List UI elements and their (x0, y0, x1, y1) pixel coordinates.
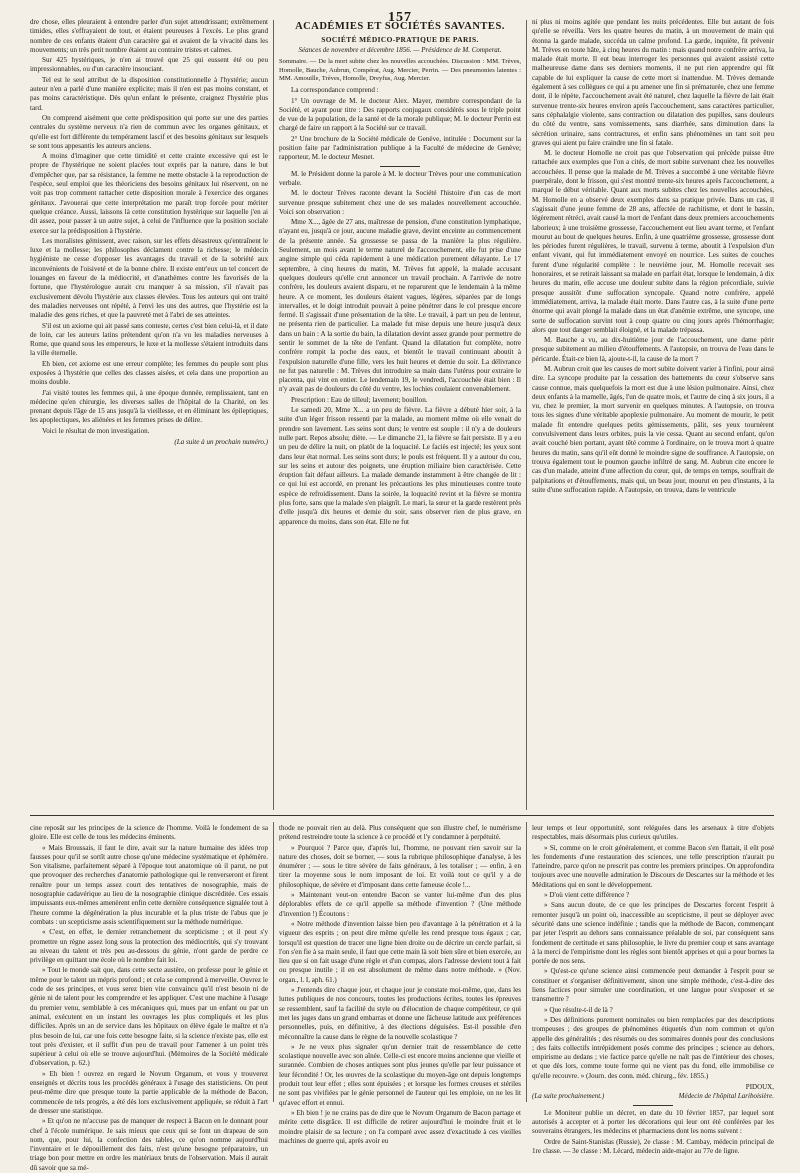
column-divider (273, 20, 274, 810)
signature-line (532, 1092, 774, 1101)
paragraph: cine reposât sur les principes de la science de l'homme. Voilà le fondement de sa gloire. Elle est celle de tous les médecins éminents. (30, 824, 268, 842)
paragraph: A moins d'imaginer que cette timidité et cette crainte excessive qui est le propre de l'hystérique ne soient placées tout exprès par la nature, dans le but d'empêcher que, par sa résistance, la femme ne mette obstacle à la reproduction de l'espèce, seul emploi que les théoriciens des besoins génitaux lui réservent, on ne voit pas trop comment rattacher cette disposition morale à l'exercice des organes génitaux. J'avouerai que cette interprétation me paraît trop forcée pour mériter quelque créance. Aussi, laissons là cette constitution hystérique sur laquelle j'en ai dit assez, pour passer à un autre sujet, à celui de l'influence que la position sociale exerce sur la prédisposition à l'hystérie. (30, 152, 268, 235)
paragraph: Tel est le seul attribut de la disposition constitutionnelle à l'hystérie; aucun auteur n'en a parlé d'une manière explicite; mais il n'en est pas moins constant, et pas moins caractéristique. Dès qu'un enfant le présente, craignez l'hystérie plus tard. (30, 75, 268, 112)
continued-note: (La suite prochainement.) (532, 1092, 605, 1101)
paragraph: » Pourquoi ? Parce que, d'après lui, l'homme, ne pouvant rien savoir sur la nature des choses, doit se borner, — sous la rubrique philosophique d'analyse, à les énumérer ; — sous le titre sévère de faits généraux, à les totaliser ; — enfin, à en tirer la moyenne sous le nom imposant de loi. Et voilà tout ce qu'il y a de philosophique, de sévère et d'imposant dans cette fameuse école !... (279, 843, 521, 889)
separator (633, 1105, 673, 1106)
column-bottom-left (30, 824, 268, 1172)
paragraph: « Mais Broussais, il faut le dire, avait sur la nature humaine des idées trop fausses pour qu'il se sortît autre chose qu'une médecine systématique et éphémère. Son vitalisme, parfaitement séparé à l'époque tout anatomique où il parut, ne put que provoquer des recherches d'anatomie pathologique qui le renverseront et firent renaître pour un temps assez court des tentatives de nosographie, mais de nosographie cadavérique au lieu de la nosographie clinique discréditée. Ces essais impuissants eux-mêmes amenèrent enfin cette dernière conséquence signalée tout à l'heure comme la dégénération la plus incurable et la plus triste de l'abus que je combats : un scepticisme assis scientifiquement sur la méthode numérique. (30, 843, 268, 926)
paragraph: Eh bien, cet axiome est une erreur complète; les femmes du peuple sont plus exposées à l'hystérie que celles des classes aisées, et cela dans une proportion au moins double. (30, 359, 268, 387)
society-title: SOCIÉTÉ MÉDICO-PRATIQUE DE PARIS. (321, 35, 479, 45)
column-divider (273, 822, 274, 1102)
paragraph: » J'entends dire chaque jour, et chaque jour je constate moi-même, que, dans les luttes publiques de nos concours, toutes les productions écrites, toutes les épreuves se ressemblent, sauf la facilité du style ou d'élocution de chaque compétiteur, ce qui met les juges dans un grand embarras et donne une fâcheuse latitude aux préférences personnelles, puis, en définitive, à des élections déguisées. Est-il possible d'en méconnaître la cause dans le règne de la nouvelle scolastique ? (279, 986, 521, 1041)
paragraph: » Eh bien ! je ne crains pas de dire que le Novum Organum de Bacon partage et mérite cette disgrâce. Il est difficile de retirer aujourd'hui le moindre fruit et le moindre plaisir de sa lecture ; on l'a comparé avec assez d'exactitude à ces vieilles machines de guerre qui, après avoir eu (279, 1108, 521, 1145)
paragraph: » Et qu'on ne m'accuse pas de manquer de respect à Bacon en le donnant pour chef à l'école numérique. Je sais mieux que ceux qui se font un drapeau de son nom, que, pour lui, la confection des tables, ce qu'on nomme aujourd'hui l'inventaire et le dépouillement des faits, n'est qu'une besogne préparatoire, un triage bon pour mettre en ordre les matériaux bruts de l'observation. Mais il aurait dû savoir que sa mé- (30, 1117, 268, 1172)
column-bottom-middle (279, 824, 521, 1145)
column-top-middle (279, 18, 521, 810)
paragraph: Voici le résultat de mon investigation. (42, 426, 150, 435)
paragraph: M. Aubrun croit que les causes de mort subite doivent varier à l'infini, pour ainsi dire. La syncope produite par la cessation des battements du cœur s'observe sans cause connue, mais quelquefois la mort est due à une lésion pulmonaire. Ainsi, chez deux enfants à la mamelle, âgés, l'un de quatre mois, et l'autre de cinq à six jours, il a vu, chez le premier, la mort survenir en quelques minutes. A l'autopsie, on trouva tous les signes d'une véritable apoplexie pulmonaire. Au moment de mourir, le petit malade fit entendre quelques petits gémissements, pâlit, ses yeux tournèrent convulsivement dans leurs orbites, puis la vie cessa. Quant au second enfant, qu'on avait couché bien portant, ayant têté comme à l'ordinaire, on le trouva mort à quatre heures du matin, sans qu'il eût donné le moindre signe de souffrance. A l'autopsie, on trouva également tout le poumon gauche infiltré de sang. M. Aubrun cite encore le cas d'un malade, atteint d'une affection du cœur, qui, de temps en temps, souffrait de palpitations et d'étouffements, mais qui, un beau jour, mourut en peu d'instants, à la suite d'une suffocation rapide. A l'autopsie, on trouva, dans le ventricule (532, 364, 774, 494)
paragraph: M. Bauche a vu, au dix-huitième jour de l'accouchement, une dame périr presque subitement au milieu d'étouffements. A l'autopsie, on trouva de l'eau dans le péricarde. Était-ce bien là, ajoute-t-il, la cause de la mort ? (532, 336, 774, 363)
paragraph: 2° Une brochure de la Société médicale de Genève, intitulée : Document sur la position faite par l'administration publique à la Faculté de médecine de Genève; rapporteur, M. le docteur Mesnet. (279, 134, 521, 162)
paragraph: Le Moniteur publie un décret, en date du 10 février 1857, par lequel sont autorisés à accepter et à porter les décorations qui leur ont été conférées par les souverains étrangers, les médecins et pharmaciens dont les noms suivent : (532, 1108, 774, 1136)
signature-title: Médecin de l'hôpital Lariboisière. (678, 1092, 774, 1101)
paragraph: » Je ne veux plus signaler qu'un dernier trait de ressemblance de cette scolastique nouvelle avec son aînée. Celle-ci est encore moins ancienne que vieille et surannée. Combien de choses antiques sont plus jeunes qu'elle par leur puissance et leur fécondité ! Or, les œuvres de la scolastique du moyen-âge ont depuis longtemps produit tout leur effet ; elles sont épuisées ; et lorsque les formes creuses et stériles ne sont pas vivifiées par le génie personnel de l'auteur qui les emploie, on ne les lit qu'avec effort et ennui. (279, 1042, 521, 1107)
paragraph: S'il est un axiome qui ait passé sans conteste, certes c'est bien celui-là, et il date de loin, car les auteurs latins prétendent qu'on n'a vu les maladies nerveuses à Rome, que quand sous les empereurs, le luxe et la mollesse s'étaient introduits dans la ville éternelle. (30, 321, 268, 358)
column-top-right (532, 18, 774, 810)
column-top-left (30, 18, 268, 810)
paragraph: On comprend aisément que cette prédisposition qui porte sur une des parties centrales du système nerveux n'a rien de commun avec les organes génitaux, et qu'elle est fort différente du tempérament lascif et des besoins génitaux sur lesquels se sont tous appesantis les auteurs anciens. (30, 113, 268, 150)
paragraph: ni plus ni moins agitée que pendant les nuits précédentes. Elle but autant de fois qu'elle se réveilla. Vers les quatre heures du matin, à un mouvement de main qui étonna la garde malade, succéda un calme profond. La garde, inquiète, fit prévenir M. Trèves en toute hâte, à cinq heures du matin : mais quand notre confrère arriva, la malade était morte. Il eut beau interroger les personnes qui avaient assisté cette malheureuse dame dans ses derniers moments, il ne put rien apprendre qui fût capable de lui expliquer la cause de cette mort si inattendue. M. Trèves demande également à ses collègues ce qui a pu amener une fin si prématurée, chez une femme dont, il le répète, l'accouchement avait été naturel, chez laquelle la fièvre de lait était survenue trente-six heures environ après l'accouchement, sans caractères particulier, sans céphalalgie violente, sans contraction ou dilatation des pupilles, sans douleurs du côté du ventre, sans vomissements, sans diarrhée, sans diminution dans la sécrétion urinaire, sans contractures, et enfin sans phénomènes un tant soit peu graves qui aient pu faire craindre une fin si fatale. (532, 18, 774, 147)
separator (380, 166, 420, 167)
session-line: Séances de novembre et décembre 1856. — Présidence de M. Comperat. (298, 45, 502, 54)
paragraph: » Qu'est-ce qu'une science ainsi commencée peut demander à l'esprit pour se constituer et s'organiser définitivement, sinon une simple méthode, c'est-à-dire des liens factices pour simuler une coordination, et une langue pour s'exposer et se transmettre ? (532, 967, 774, 1004)
paragraph: » D'où vient cette différence ? (544, 891, 630, 900)
paragraph: » Si, comme on le croit généralement, et comme Bacon s'en flattait, il eût posé les fondements d'une restauration des sciences, une telle prescription n'aurait pu l'atteindre, parce qu'on ne prescrit pas contre les premiers principes. On approfondira toujours avec une nouvelle admiration le Discours de Descartes sur la méthode et les Méditations qui en sont le développement. (532, 843, 774, 889)
paragraph: thode ne pouvait rien au delà. Plus conséquent que son illustre chef, le numérisme prétend restreindre toute la science à ce procédé et l'y condamner à perpétuité. (279, 824, 521, 842)
paragraph: Les moralistes gémissent, avec raison, sur les effets désastreux qu'entraînent le luxe et la mollesse; les philosophes déclament contre la richesse; le médecin hygiéniste ne cesse d'opposer les avantages du travail et de la sobriété aux inconvénients de l'oisiveté et de la bonne chère. Il existe entr'eux un tel concert de louanges en faveur de la médiocrité, et d'anathèmes contre les favorisés de la fortune, que l'hystérologue aurait cru manquer à sa mission, s'il n'avait pas exclusivement dévolu l'hystérie aux classes élevées. Tous les auteurs qui ont traité des maladies nerveuses ont répété, à l'envi les uns des autres, que l'hystérie est la maladie des gens riches, et que la pauvreté met à l'abri de ses atteintes. (30, 236, 268, 320)
paragraph: « C'est, en effet, le dernier retranchement du scepticisme ; et il peut s'y promettre un règne assez long sous la protection des médiocrités, qui s'y trouvant au niveau du talent et très peu au-dessous du génie, n'ont garde de perdre ce privilège en quittant une école où le nombre fait loi. (30, 928, 268, 965)
section-divider (30, 815, 774, 816)
paragraph: M. le docteur Homolle ne croit pas que l'observation qui précède puisse être rattachée aux exemples que l'on a cités, de mort subite survenant chez les nouvelles accouchées. Il pense que la malade de M. Trèves a succombé à une véritable fièvre puerpérale, dont le frisson, qui s'est montré trente-six heures après l'accouchement, a marqué le début véritable. Quant aux morts subites chez les nouvelles accouchées, M. Homolle en a observé deux exemples dans sa pratique privée. Dans un cas, il s'agissait d'une jeune femme de 28 ans, affectée de rachitisme, et dont le bassin, légèrement rétréci, avait causé la mort de l'enfant dans deux premiers accouchements laborieux; à une troisième grossesse, l'accouchement eut lieu avant terme, et l'enfant mourut au bout de quelques heures. Enfin, à une quatrième grossesse, grossesse dont les périodes furent régulières, le travail, survenu à terme, aboutit à l'expulsion d'un enfant vivant, qui fut immédiatement envoyé en nourrice. Les suites de couches furent d'une régularité complète : le neuvième jour, M. Homolle recevait ses honoraires, et se retirait laissant sa malade en parfait état, lorsque le lendemain, à dix heures du matin, elle accuse une douleur subite dans la région précordiale, suivie presque aussitôt d'une suffocation syncopale. Quand notre confrère, appelé immédiatement, arriva, la malade était morte. Dans l'autre cas, à la suite d'une perte énorme qui avait plongé la malade dans un état d'anémie extrême, une syncope, une sorte de suffocation survint tout à coup quatre ou cinq jours après l'hémorrhagie; alors que tout danger semblait éloigné, et la malade trépassa. (532, 149, 774, 334)
paragraph: » Sans aucun doute, de ce que les principes de Descartes forcent l'esprit à remonter jusqu'à un point où, inaccessible au scepticisme, il peut se déployer avec sécurité dans une science indéfinie ; tandis que la méthode de Bacon, commençant par jeter l'esprit au dehors sans connaissance préalable de soi, par conséquent sans fondement de certitude et sans philosophie, le livre du premier coup et sans avantage à la merci de l'empirisme dont les règles sont bientôt apprises et qui a pour bornes la portée de nos sens. (532, 901, 774, 966)
summary: Sommaire. — De la mort subite chez les nouvelles accouchées. Discussion : MM. Trèves, Homolle, Bauche, Aubrun, Compérat, Aug. Mercier, Perrin. — Des pneumonies latentes : MM. Amouille, Trèves, Homolle, Dreyfus, Aug. Mercier. (279, 57, 521, 83)
paragraph: dre chose, elles pleuraient à entendre parler d'un sujet attendrissant; extrêmement timides, elles s'effrayaient de tout, et étaient peureuses à l'excès. Le plus grand nombre de ces enfants étaient d'un caractère gai et avaient de la vivacité dans les mouvements; un très petit nombre étaient au contraire tristes et calmes. (30, 18, 268, 54)
paragraph: « Notre méthode d'invention laisse bien peu d'avantage à la pénétration et à la vigueur des esprits ; on peut dire même qu'elle les rend presque tous égaux ; car, lorsqu'il est question de tracer une ligne bien droite ou de décrire un cercle parfait, si l'on s'en fie à sa main seule, il faut que cette main là soit bien sûre et bien exercée, au lieu que si on fait usage d'une règle et d'un compas, alors l'adresse devient tout à fait ou presque inutile ; il en est absolument de même dans notre méthode. » (Nov. organ., l. I, aph. 61.) (279, 919, 521, 984)
paragraph: 1° Un ouvrage de M. le docteur Alex. Mayer, membre correspondant de la Société, et ayant pour titre : Des rapports conjugaux considérés sous le triple point de vue de la population, de la santé et de la morale publique; M. le docteur Perrin est chargé de faire un rapport à la Société sur ce travail. (279, 96, 521, 133)
paragraph: Prescription : Eau de tilleul; lavement; bouillon. (291, 395, 428, 404)
paragraph: J'ai visité toutes les femmes qui, à une époque donnée, remplissaient, tant en médecine qu'en chirurgie, les diverses salles de l'hôpital de la Charité, on les prenant depuis l'âge de 15 ans jusqu'à la vieillesse, et en éliminant les épileptiques, les apoplectiques, les aliénées et les femmes prises de délire. (30, 388, 268, 425)
paragraph: Le samedi 20, Mme X... a un peu de fièvre. La fièvre a débuté hier soir, à la suite d'un léger frisson ressenti par la malade, au moment même où elle venait de prendre son lavement. Les seins sont durs; le ventre est souple : il n'y a de douleurs nulle part. Repos absolu; diète. — Le dimanche 21, la fièvre se fait persiste. Il y a eu un peu de délire la nuit, on platôt de la loquacité. Le faciès est injecté; les yeux sont dans leur état normal. Les seins sont durs; le pouls est fréquent. Il y a autour du cou, sur les seins et autour des poignets, une éruption miliaire bien caractérisée. Cette éruption fait défaut ailleurs. La malade demande instamment à être changée de lit : ce qui lui est accordé, en prenant les précautions les plus minutieuses contre toute espèce de refroidissement. Dans la soirée, la loquacité revint et la fièvre se montra plus forte, sans que la malade s'en plaignît. Le mari, la sœur et la garde restèrent près d'elle jusqu'à dix heures et demie du soir, sans observer rien de plus grave, en apparence du moins, dans son état. Elle ne fut (279, 406, 521, 526)
paragraph: M. le Président donne la parole à M. le docteur Trèves pour une communication verbale. (279, 169, 521, 187)
paragraph: » Maintenant veut-on entendre Bacon se vanter lui-même d'un des plus déplorables effets de ce qu'il appelle sa méthode d'invention ? (Une méthode d'invention !) Écoutons : (279, 891, 521, 918)
signature-name: PIDOUX, (745, 1083, 774, 1092)
paragraph: » Tout le monde sait que, dans cette secte austère, on professe pour le génie et même pour le talent un mépris profond ; et cela se comprend à merveille. Ouvrez le code de ses principes, et vous serez bien vite convaincu qu'il n'est besoin ni de génie ni de talent pour les comprendre et les appliquer. C'est une machine à l'usage du premier venu, semblable à ces mécaniques qui, mues par un enfant ou par un animal, exécutent en un instant les ouvrages les plus compliqués et les plus difficiles. Après un an de service dans les hôpitaux on élève égale le maître et n'a plus besoin de lui, car une fois cette besogne faite, si la science n'existe pas, elle est tout près d'exister, et il suffit d'un peu de travail pour l'amener à un point très supérieur à celui où elle se trouve aujourd'hui. (Mémoires de la Société médicale d'observation, p. 62.) (30, 966, 268, 1068)
section-title: ACADÉMIES ET SOCIÉTÉS SAVANTES. (295, 21, 505, 32)
paragraph: leur temps et leur opportunité, sont reléguées dans les arsenaux à titre d'objets respectables, mais désormais plus curieux qu'utiles. (532, 824, 774, 842)
column-divider (526, 822, 527, 1102)
column-bottom-right (532, 824, 774, 1155)
paragraph: Mme X..., âgée de 27 ans, maîtresse de pension, d'une constitution lymphatique, n'ayant eu, jusqu'à ce jour, aucune maladie grave, devint enceinte au commencement de la présente année. Sa grossesse se passa de la manière la plus régulière. Seulement, un mois avant le terme naturel de l'accouchement, elle fut prise d'une angine simple qui céda rapidement à une médication purement délayante. Le 17 septembre, à cinq heures du matin, M. Trèves fut appelé, la malade accusant quelques douleurs qu'elle crut annoncer un travail prochain. A l'arrivée de notre confrère, les douleurs avaient disparu, et ne reparurent que le lendemain à la même heure. A ce moment, les douleurs étaient vagues, légères, séparées par de longs intervalles, et le doigt introduit pouvait à peine pénétrer dans le col presque encore fermé. Il s'agissait d'une présentation de la tête. Le travail, à part un peu de lenteur, ne présenta rien de particulier. La malade fut mise depuis une heure jusqu'à deux dans un bain : A la sortie du bain, la dilatation devint assez grande pour permettre de sentir le sommet de la tête de l'enfant. Quand la dilatation fut complète, notre confrère rompit la poche des eaux, et bientôt le travail continuant aboutit à l'expulsion naturelle d'une fille, vers les huit heures et demie du soir. La délivrance ne fut pas naturelle : M. Trèves dut introduire sa main dans l'utérus pour extraire le placenta, qui vint en entier. Le lendemain 19, le vendredi, l'accouchée était bien : Il n'y avait pas de douleurs du côté du ventre, les lochies coulaient convenablement. (279, 218, 521, 394)
column-divider (526, 20, 527, 810)
paragraph: » Eh bien ! ouvrez en regard le Novum Organum, et vous y trouverez enseignés et décrits tous les procédés généraux à l'usage des statisticiens. On peut peut-même dire que presque toute la partie applicable de la méthode de Bacon, commencée de tels progrès, a été dès lors exclusivement appliquée, se réduit à l'art de dresser une statistique. (30, 1069, 268, 1115)
paragraph: La correspondance comprend : (291, 86, 379, 95)
paragraph: M. le docteur Trèves raconte devant la Société l'histoire d'un cas de mort survenue presque subitement chez une de ses malades nouvellement accouchée. Voici son observation : (279, 189, 521, 216)
paragraph: Ordre de Saint-Stanislas (Russie), 2e classe : M. Cambay, médecin principal de 1re classe. — 3e classe : M. Lécard, médecin aide-major au 77e de ligne. (532, 1137, 774, 1155)
page-number: 157 (388, 10, 412, 25)
paragraph: » Que résulte-t-il de là ? (544, 1005, 613, 1014)
paragraph: » Des définitions purement nominales ou bien remplacées par des descriptions trompeuses ; des groupes de phénomènes étiquetés d'un nom commun et qu'on appelle des généralités ; des résumés ou des sommaires donnés pour des conclusions ; des faits collectifs intrépidement posés comme des principes ; science au dehors, empirisme au dedans ; vie factice parce qu'elle ne naît pas de l'intérieur des choses, et que dès lors, comme toute forme qui ne vient pas du fond, elle immobilise ce qu'elle recouvre. » (Journ. des conn. méd. chirurg., fév. 1855.) (532, 1015, 774, 1080)
continued-note: (La suite à un prochain numéro.) (174, 438, 268, 447)
paragraph: Sur 425 hystériques, je n'en ai trouvé que 25 qui eussent été ou peu impressionnables, ou d'un caractère insouciant. (30, 56, 268, 74)
